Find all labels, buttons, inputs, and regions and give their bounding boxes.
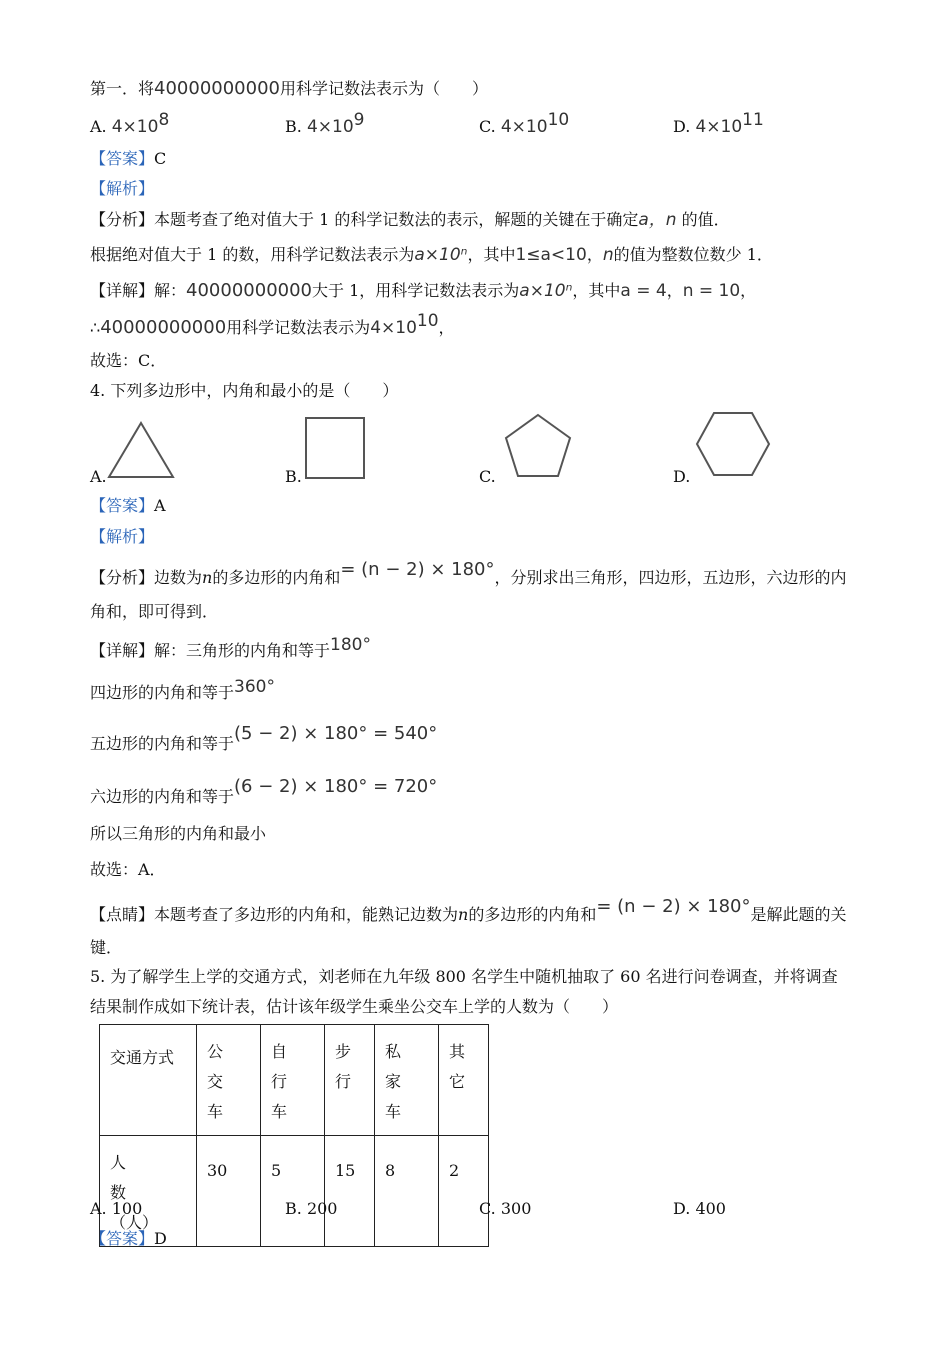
q4-quad: 四边形的内角和等于360° (90, 677, 275, 702)
q3-choose: 故选：C． (90, 351, 167, 370)
q5-option-c: C. 300 (479, 1199, 532, 1218)
table-header-row (100, 1025, 489, 1136)
table-header-cell: 私 家 车 (375, 1025, 439, 1136)
table-header-cell: 交通方式 (100, 1025, 197, 1136)
q3-fenxi: 【分析】本题考查了绝对值大于 1 的科学记数法的表示，解题的关键在于确定a，n 的值． (90, 210, 730, 230)
table-cell: 15 (325, 1136, 375, 1247)
q3-stem-prefix: 第一．将 (90, 79, 155, 98)
table-cell: 2 (439, 1136, 489, 1247)
table-header-cell: 公 交 车 (197, 1025, 261, 1136)
q5-stem-line2: 结果制作成如下统计表，估计该年级学生乘坐公交车上学的人数为（ ） (90, 997, 619, 1016)
q4-dianjing-line1: 【点睛】本题考查了多边形的内角和，能熟记边数为n的多边形的内角和= (n − 2) × 180°是解此题的关 (90, 896, 847, 924)
q3-stem-number: 40000000000 (154, 78, 280, 99)
q4-option-b-label: B. (285, 467, 302, 486)
q4-conclusion: 所以三角形的内角和最小 (90, 824, 267, 843)
q3-option-d: D. $4\times 10^{11}$ (673, 110, 764, 137)
q5-answer: 【答案】D (90, 1229, 167, 1248)
q4-fenxi-line2: 角和，即可得到． (90, 602, 219, 621)
q4-option-d-label: D. (673, 467, 691, 486)
q3-answer: 【答案】C (90, 149, 167, 168)
table-cell: 8 (375, 1136, 439, 1247)
q3-option-c: C. $4\times 10^{10}$ (479, 110, 570, 137)
table-row-label: 人 数 （人） (100, 1136, 197, 1247)
q5-option-b: B. 200 (285, 1199, 338, 1218)
table-cell: 5 (261, 1136, 325, 1247)
q3-option-a: A. $4\times 10^8$ (90, 110, 170, 137)
q4-analysis-heading: 【解析】 (90, 527, 155, 546)
q4-choose: 故选：A． (90, 860, 166, 879)
q5-option-a: A. 100 (90, 1199, 143, 1218)
q3-therefore: ∴40000000000用科学记数法表示为$4\times 10^{10}$， (90, 311, 455, 338)
table-header-cell: 其 它 (439, 1025, 489, 1136)
q4-detail: 【详解】解：三角形的内角和等于180° (90, 635, 371, 660)
q3-stem-suffix: 用科学记数法表示为（ ） (280, 79, 489, 98)
q3-detail: 【详解】解：40000000000大于 1，用科学记数法表示为a×10ⁿ，其中a = 4，n = 10， (90, 280, 757, 301)
q4-option-c-label: C. (479, 467, 496, 486)
q4-stem: 4. 下列多边形中，内角和最小的是（ ） (90, 381, 399, 400)
q3-rule: 根据绝对值大于 1 的数，用科学记数法表示为a×10ⁿ，其中1≤a<10，n的值为整数位数少 1． (90, 245, 773, 265)
q4-fenxi-line1: 【分析】边数为n的多边形的内角和= (n − 2) × 180°，分别求出三角形，四边形，五边形，六边形的内 (90, 559, 847, 587)
q5-stem-line1: 5. 为了解学生上学的交通方式，刘老师在九年级 800 名学生中随机抽取了 60 名进行问卷调查，并将调查 (90, 967, 838, 986)
table-cell: 30 (197, 1136, 261, 1247)
q4-penta: 五边形的内角和等于(5 − 2) × 180° = 540° (90, 723, 438, 753)
q3-stem (90, 78, 488, 100)
q3-option-b: B. $4\times 10^9$ (285, 110, 365, 137)
square-shape (303, 415, 367, 481)
q3-analysis-heading: 【解析】 (90, 179, 155, 198)
q5-option-d: D. 400 (673, 1199, 726, 1218)
table-header-cell: 步 行 (325, 1025, 375, 1136)
q4-dianjing-line2: 键． (90, 938, 123, 957)
q4-hexa: 六边形的内角和等于(6 − 2) × 180° = 720° (90, 776, 438, 806)
hexagon-shape (694, 410, 772, 478)
triangle-shape (105, 420, 177, 480)
pentagon-shape (502, 412, 574, 480)
q4-option-a-label: A. (90, 467, 107, 486)
table-header-cell: 自 行 车 (261, 1025, 325, 1136)
q4-answer: 【答案】A (90, 496, 166, 515)
